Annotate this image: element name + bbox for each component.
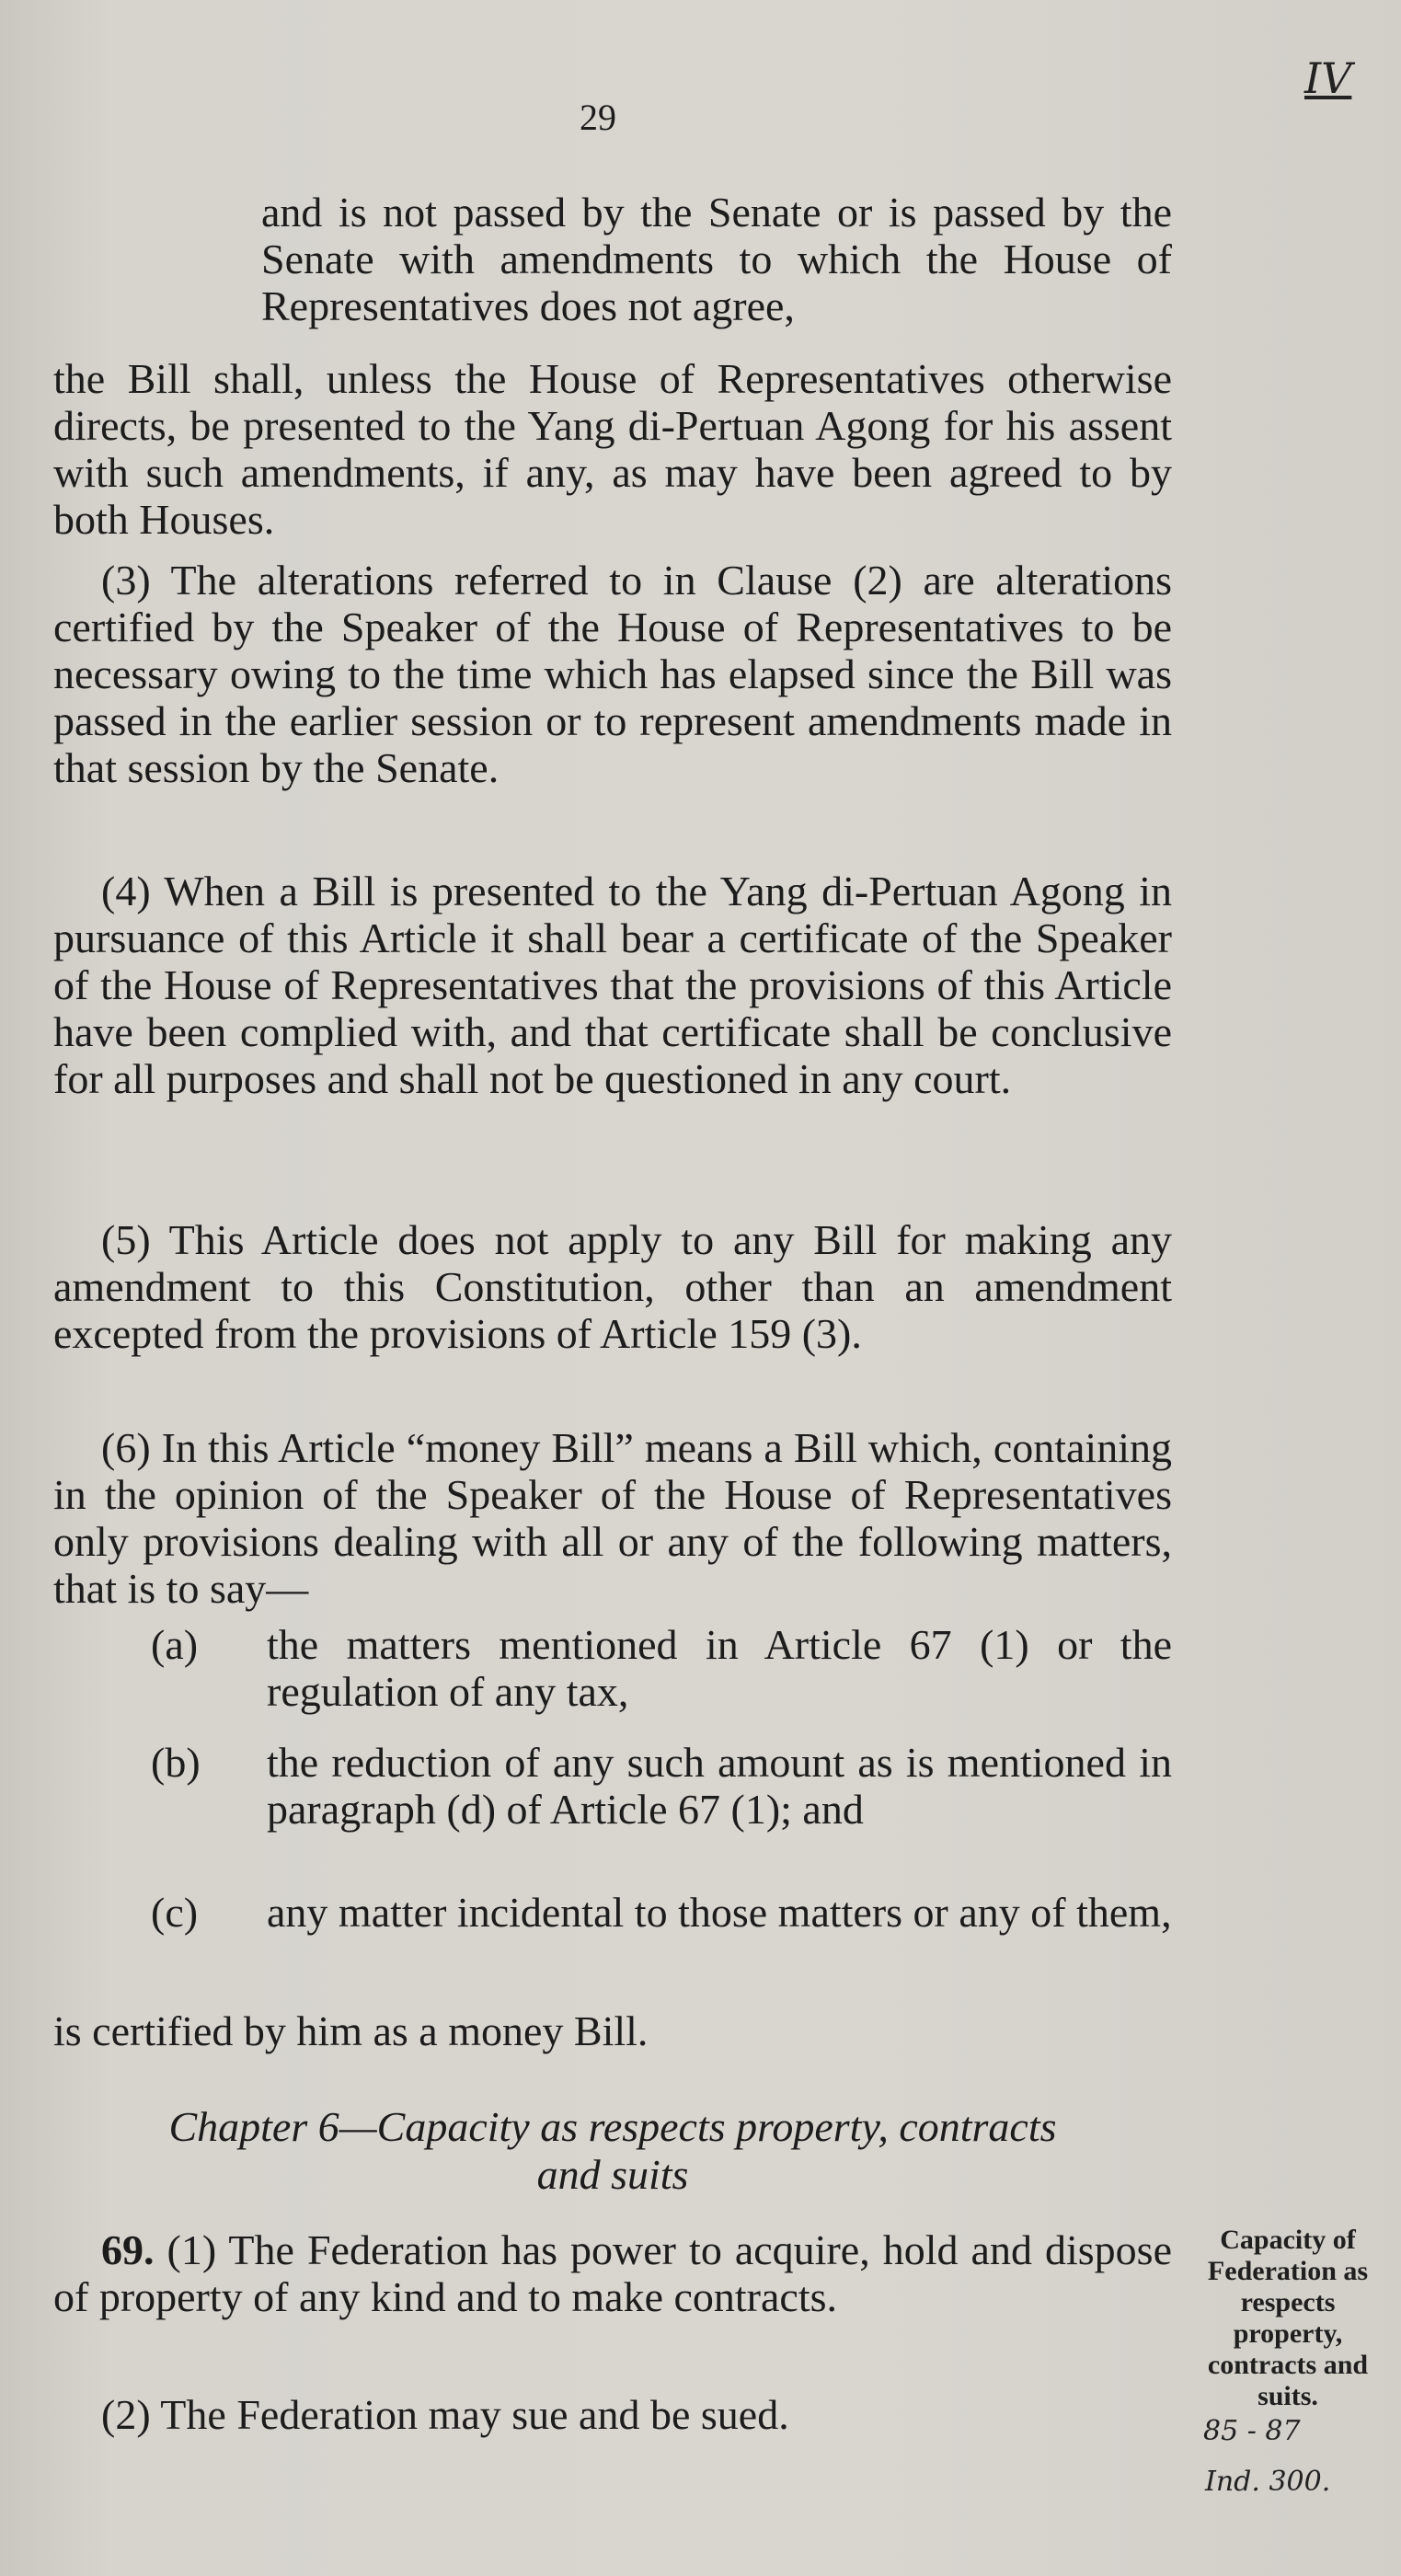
chapter-heading [53, 2103, 1172, 2199]
margin-note-article-69: Capacity of Federation as respects property, contracts and suits. [1207, 2225, 1369, 2411]
chapter-heading-line-2: and suits [536, 2151, 689, 2198]
clause-3-text: (3) The alterations referred to in Clause (2) are alterations certified by the Speaker of the House of Representatives to be necessary owing to the time which has elapsed since the Bill was passed in the earlier session or to represent amendments made in that session by the Senate. [53, 557, 1172, 791]
item-c-label: (c) [151, 1889, 199, 1936]
item-a-text: the matters mentioned in Article 67 (1) or the regulation of any tax, [267, 1621, 1172, 1715]
handwritten-annotation-index: Ind. 300. [1205, 2466, 1331, 2498]
clause-5-text: (5) This Article does not apply to any Bill for making any amendment to this Constitution, other than an amendment excepted from the provisions of Article 159 (3). [53, 1216, 1172, 1357]
chapter-heading-line-1: Chapter 6—Capacity as respects property, contracts [168, 2103, 1057, 2150]
article-69-clause-2: (2) The Federation may sue and be sued. [101, 2391, 789, 2438]
handwritten-annotation-page-ref: 85 - 87 [1203, 2415, 1301, 2447]
item-b-label: (b) [151, 1739, 201, 1786]
item-b-text: the reduction of any such amount as is mentioned in paragraph (d) of Article 67 (1); and [267, 1739, 1172, 1833]
handwritten-annotation-top: IV [1304, 53, 1352, 103]
clause-6-item-a [53, 1621, 1172, 1715]
clause-6-item-c [53, 1889, 1172, 1936]
clause-6-item-b [53, 1739, 1172, 1833]
page-number: 29 [580, 97, 616, 138]
article-69-clause-1 [53, 2226, 1172, 2320]
item-a-label: (a) [151, 1621, 199, 1668]
article-69-clause-1-text: (1) The Federation has power to acquire, hold and dispose of property of any kind and to make contracts. [53, 2226, 1173, 2320]
continuation-main-text: the Bill shall, unless the House of Representatives otherwise directs, be presented to the Yang di-Pertuan Agong for his assent with such amendments, if any, as may have been agreed to by both Houses. [53, 355, 1172, 543]
article-69-number: 69. [101, 2226, 155, 2273]
clause-6-closing-text: is certified by him as a money Bill. [53, 2007, 649, 2054]
continuation-indented-text: and is not passed by the Senate or is passed by the Senate with amendments to which the House of Representatives does not agree, [261, 189, 1172, 329]
clause-4-text: (4) When a Bill is presented to the Yang di-Pertuan Agong in pursuance of this Article it shall bear a certificate of the Speaker of the House of Representatives that the provisions of this Article have been complied with, and that certificate shall be conclusive for all purposes and shall not be questioned in any court. [53, 868, 1172, 1102]
clause-6-text: (6) In this Article “money Bill” means a Bill which, containing in the opinion of the Speaker of the House of Representatives only provisions dealing with all or any of the following matters, that is to say— [53, 1424, 1172, 1612]
item-c-text: any matter incidental to those matters or any of them, [267, 1889, 1172, 1936]
